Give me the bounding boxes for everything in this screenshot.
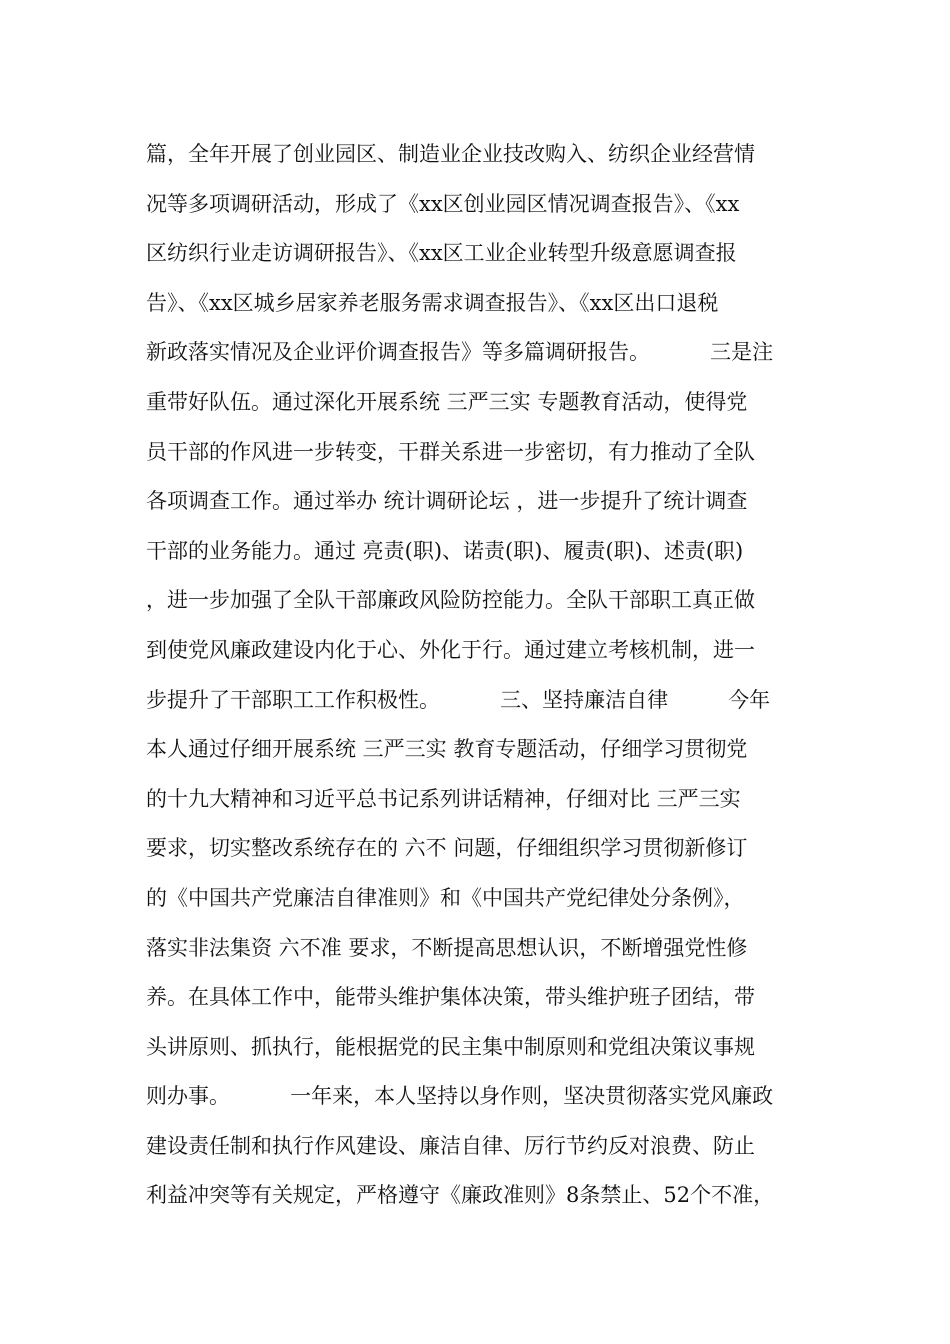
text-line: ，进一步加强了全队干部廉政风险防控能力。全队干部职工真正做 bbox=[146, 588, 755, 613]
text-line: 本人通过仔细开展系统 三严三实 教育专题活动，仔细学习贯彻党 bbox=[146, 737, 748, 762]
text-line: 告》、《xx区城乡居家养老服务需求调查报告》、《xx区出口退税 bbox=[146, 290, 719, 315]
text-line: 建设责任制和执行作风建设、廉洁自律、厉行节约反对浪费、防止 bbox=[146, 1133, 755, 1158]
text-line: 则办事。 一年来，本人坚持以身作则，坚决贯彻落实党风廉政 bbox=[146, 1084, 774, 1109]
text-line: 况等多项调研活动，形成了《xx区创业园区情况调查报告》、《xx bbox=[146, 191, 740, 216]
text-line: 养。在具体工作中，能带头维护集体决策，带头维护班子团结，带 bbox=[146, 985, 755, 1010]
text-line: 各项调查工作。通过举办 统计调研论坛 ，进一步提升了统计调查 bbox=[146, 489, 748, 514]
text-line: 头讲原则、抓执行，能根据党的民主集中制原则和党组决策议事规 bbox=[146, 1034, 755, 1059]
text-line: 利益冲突等有关规定，严格遵守《廉政准则》8条禁止、52个不准， bbox=[146, 1183, 775, 1208]
text-line: 员干部的作风进一步转变，干群关系进一步密切，有力推动了全队 bbox=[146, 439, 755, 464]
text-line: 新政落实情况及企业评价调查报告》等多篇调研报告。 三是注 bbox=[146, 340, 774, 365]
text-line: 到使党风廉政建设内化于心、外化于行。通过建立考核机制，进一 bbox=[146, 637, 755, 662]
text-line: 步提升了干部职工工作积极性。 三、坚持廉洁自律 今年 bbox=[146, 687, 771, 712]
text-line: 的《中国共产党廉洁自律准则》和《中国共产党纪律处分条例》， bbox=[146, 885, 745, 910]
text-line: 篇，全年开展了创业园区、制造业企业技改购入、纺织企业经营情 bbox=[146, 142, 755, 166]
text-line: 干部的业务能力。通过 亮责(职)、诺责(职)、履责(职)、述责(职) bbox=[146, 538, 744, 563]
body-text bbox=[146, 130, 816, 1221]
text-line: 要求，切实整改系统存在的 六不 问题，仔细组织学习贯彻新修订 bbox=[146, 836, 748, 861]
text-line: 的十九大精神和习近平总书记系列讲话精神，仔细对比 三严三实 bbox=[146, 786, 741, 811]
text-line: 落实非法集资 六不准 要求，不断提高思想认识，不断增强党性修 bbox=[146, 935, 748, 960]
text-line: 重带好队伍。通过深化开展系统 三严三实 专题教育活动，使得党 bbox=[146, 389, 748, 414]
text-line: 区纺织行业走访调研报告》、《xx区工业企业转型升级意愿调查报 bbox=[146, 241, 737, 266]
